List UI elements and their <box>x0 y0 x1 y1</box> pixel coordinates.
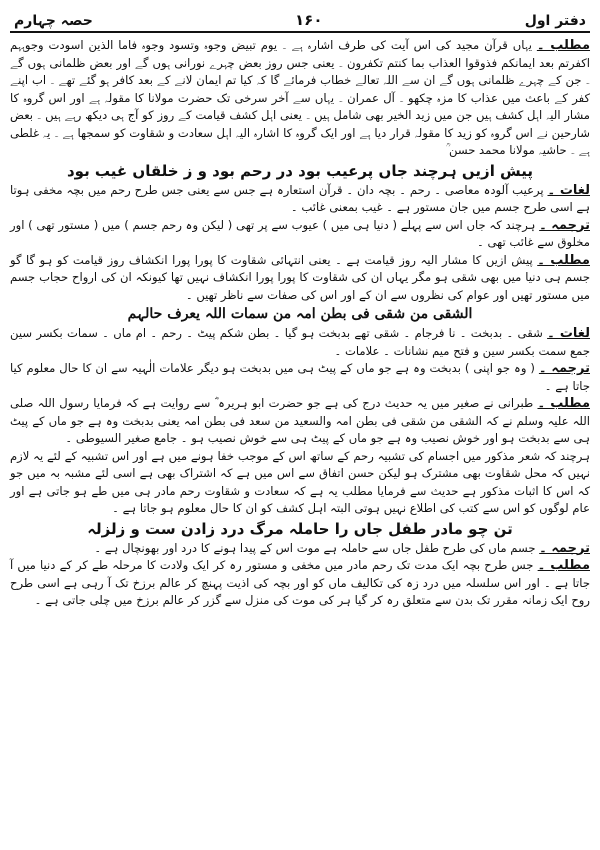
paragraph-text: جسم ماں کی طرح طفل جاں سے حاملہ ہے موت اس کے پیدا ہونے کا درد اور بھونچال ہے ۔ <box>94 540 536 555</box>
paragraph <box>10 557 590 610</box>
section-label: لغات ۔ <box>547 182 590 198</box>
page-header <box>10 5 590 29</box>
paragraph-text: یہاں قرآن مجید کی اس آیت کی طرف اشارہ ہے ۔ یوم تبیض وجوہ وتسود وجوہ فاما الذین اسودت وجوہہم اکفرتم بعد ایمانکم فذوقوا العذاب بما کنتم تکفرون ۔ یعنی جس روز بعض چہرے نورانی ہوں گے اور بعض ظلمانی ہوں گے ۔ جن کے چہرے ظلمانی ہوں گے ان سے اللہ تعالے خطاب فرمائے گا کہ کیا تم ایمان لانے کے بعد کافر ہو گئے تھے ۔ اب اپنے کفر کے باعث میں عذاب کا مزہ چکھو ۔ آل عمران ۔ یہاں سے آخر سرخی تک حضرت مولانا کا مقولہ ہے اور اس گروہ کا مشار الیہ اہل کشف ہیں جن میں زید الخیر بھی شامل ہیں ۔ یعنی اہل کشف قیامت کے روز کو آج ہی دیکھ رہے ہیں ۔ بعض شارحین نے اس گروہ کو زید کا مقولہ قرار دیا ہے اور ایک گروہ کا اشارہ الیہ اہل سعادت و شقاوت کو سمجھا ہے ۔ یہ غلطی ہے ۔ حاشیہ مولانا محمد حسن ؒ <box>10 38 590 157</box>
section-label: مطلب ۔ <box>536 38 591 53</box>
arabic-quote: الشقی من شقی فی بطن امہ من سمات اللہ یعرف حالہم <box>127 306 473 322</box>
paragraph <box>10 325 590 360</box>
paragraph <box>10 395 590 448</box>
paragraph <box>10 448 590 518</box>
paragraph-text: جس طرح بچہ ایک مدت تک رحم مادر میں مخفی و مستور رہ کر ایک ولادت کا مرحلہ طے کر کے دنیا میں آ جاتا ہے ۔ اور اس سلسلہ میں درد زہ کی تکالیف ماں کو اور بچہ کی اذیت پہنچ کر عالم برزخ تک آ رہی ہے اسی طرح روح ایک زمانہ مقرر تک بدن سے متعلق رہ کر گیا ہر کی موت کی منزل سے گزر کر عالم برزخ میں چلی جاتی ہے ۔ <box>10 558 590 607</box>
verse-line: تن چو مادر طفل جاں را حاملہ مرگ درد زادن ست و زلزلہ <box>87 519 513 538</box>
section-label: لغات ۔ <box>547 326 590 341</box>
paragraph <box>10 217 590 252</box>
section-label: مطلب ۔ <box>537 558 590 573</box>
paragraph-text: ( وہ جو اپنی ) بدبخت وہ ہے جو ماں کے پیٹ ہی میں بدبخت ہو دیگر علامات الٰہیہ سے ان کا حال معلوم کیا جاتا ہے ۔ <box>10 361 590 393</box>
section-label: مطلب ۔ <box>537 396 590 411</box>
paragraph <box>10 252 590 305</box>
section-label: مطلب ۔ <box>537 252 590 268</box>
section-label: ترجمہ ۔ <box>539 540 590 556</box>
paragraph <box>10 540 590 558</box>
header-rule <box>10 31 590 33</box>
book-part-left: حصہ چہارم <box>14 13 93 29</box>
page <box>10 5 590 840</box>
paragraph-text: پرعیب آلودہ معاصی ۔ رحم ۔ بچہ دان ۔ قرآن استعارہ ہے جس سے یعنی جس طرح رحم میں بچہ مخفی ہوتا ہے اسی طرح جسم میں جان مستور ہے ۔ غیب بمعنی غائب ۔ <box>10 182 590 214</box>
paragraph-text: ہرچند کہ جاں اس سے پہلے ( دنیا ہی میں ) عیوب سے پر تھی ( لیکن وہ رحم جسم ) میں ( مستور تھی ) اور مخلوق سے غائب تھی ۔ <box>10 217 590 249</box>
paragraph <box>10 37 590 160</box>
section-label: ترجمہ ۔ <box>539 217 590 233</box>
paragraph-text: شقی ۔ بدبخت ۔ نا فرجام ۔ شقی تھے بدبخت ہو گیا ۔ بطن شکم پیٹ ۔ رحم ۔ ام ماں ۔ سمات بکسر سین جمع سمت بکسر سین و فتح میم نشانات ۔ علامات ۔ <box>10 326 590 358</box>
paragraph <box>10 360 590 395</box>
page-number: ۱۶۰ <box>295 11 323 29</box>
book-section-right: دفتر اول <box>524 13 586 29</box>
paragraph-text: طبرانی نے صغیر میں یہ حدیث درج کی ہے جو حضرت ابو ہریرہ ؓ سے روایت ہے کہ فرمایا رسول اللہ صلی اللہ علیہ وسلم نے کہ الشقی من شقی فی بطن امہ والسعید من سعد فی بطن امہ یعنی بدبخت وہ ہے جو ماں کے پیٹ ہی سے بدبخت ہو اور خوش نصیب وہ ہے جو ماں کے پیٹ ہی سے خوش نصیب ہو ۔ جامع صغیر السیوطی ۔ <box>10 396 590 445</box>
section-label: ترجمہ ۔ <box>538 361 590 376</box>
verse-line: پیش ازیں ہرچند جاں پرعیب بود در رحم بود و ز خلقاں غیب بود <box>66 161 534 180</box>
paragraph <box>10 182 590 217</box>
paragraph-text: پیش ازیں کا مشار الیہ روز قیامت ہے ۔ یعنی انتہائی شقاوت کا پورا پورا انکشاف روز قیامت کو ہو گا گو جسم ہی دنیا میں بھی شقی ہو مگر یہاں ان کی شقاوت کا پورا پورا انکشاف نہیں تھا کیونکہ ان کی ارواح حجاب جسم میں مستور تھیں اور عوام کی نظروں سے ان کے اور اس کی صفات سے ناظر تھیں ۔ <box>10 252 590 302</box>
paragraph-text: ہرچند کہ شعر مذکور میں اجسام کی تشبیہ رحم کے ساتھ اس کے موجب خفا ہونے میں ہے اور اس تشبیہ کے لئے یہ لازم نہیں کہ محل شقاوت بھی مشترک ہو لیکن حسن اتفاق سے اس میں ہے کہ اشتراک بھی ہے اسی لئے مشبہ بہ میں جو کہ اس کا اثبات مذکور ہے حدیث سے فرمایا مطلب یہ ہے کہ سعادت و شقاوت رحم مادر ہی میں طے ہو جاتی ہے اور عام لوگوں کو اس سے کتب کی اطلاع نہیں ہوتی البتہ اہل کشف کو ان کا حال معلوم ہو جاتا ہے ۔ <box>10 448 590 515</box>
page-body <box>10 37 590 610</box>
